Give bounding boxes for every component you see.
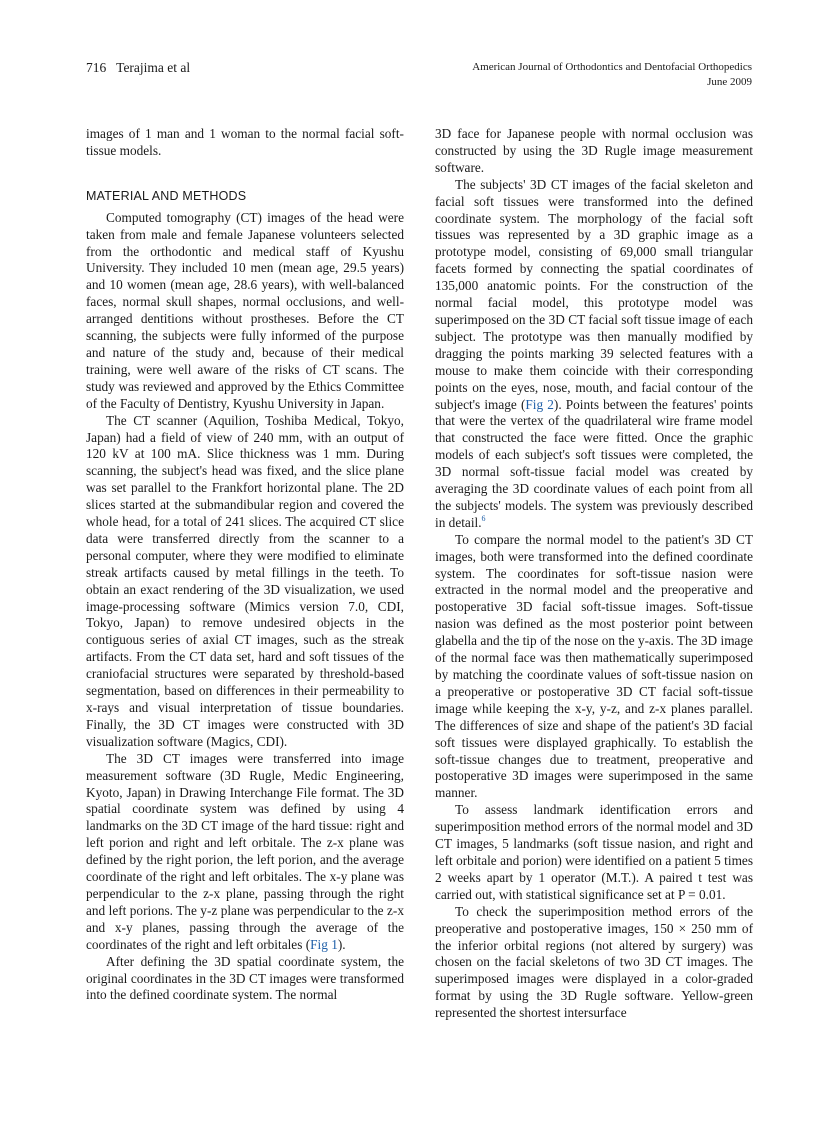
journal-title: American Journal of Orthodontics and Dentofacial Orthopedics [472, 61, 752, 73]
paragraph-text: The subjects' 3D CT images of the facial skeleton and facial soft tissues were transformed into the defined coordinate system. The morphology of the facial soft tissues was represented by a 3D graphic image as a prototype model, consisting of 69,000 small triangular facets formed by connecting the spatial coordinates of 135,000 anatomic points. For the construction of the normal facial model, this prototype model was superimposed on the 3D CT facial soft tissue image of each subject. The prototype was then manually modified by dragging the points marking 39 selected features with a mouse to make them coincide with their corresponding points on the eyes, nose, mouth, and facial contour of the subject's image ( [435, 176, 753, 412]
paragraph: To check the superimposition method errors of the preoperative and postoperative images, 150 × 250 mm of the inferior orbital regions (not altered by surgery) was chosen on the facial skeletons of two 3D CT images. The superimposed images were displayed in a color-graded format by using the 3D Rugle software. Yellow-green represented the shortest intersurface [435, 903, 753, 1021]
paragraph [86, 751, 404, 954]
figure-link-fig2[interactable]: Fig 2 [525, 396, 554, 412]
issue-date: June 2009 [707, 76, 752, 88]
header-right [472, 60, 752, 90]
paragraph: To compare the normal model to the patient's 3D CT images, both were transformed into the defined coordinate system. The coordinates for soft-tissue nasion were extracted in the normal model and the preoperative and postoperative 3D facial soft-tissue images. Soft-tissue nasion was defined as the most posterior point between glabella and the tip of the nose on the y-axis. The 3D image of the normal face was then mathematically superimposed by matching the coordinate values of soft-tissue nasion on a preoperative or postoperative 3D CT facial soft-tissue image while keeping the x-y, y-z, and z-x planes parallel. The differences of size and shape of the patient's 3D facial soft tissues were displayed graphically. To establish the soft-tissue changes due to treatment, preoperative and postoperative 3D images were superimposed in the same manner. [435, 531, 753, 801]
left-column [86, 126, 404, 1004]
paragraph [435, 177, 753, 532]
page-number: 716 [86, 60, 107, 75]
paragraph: Computed tomography (CT) images of the head were taken from male and female Japanese volunteers selected from the orthodontic and medical staff of Kyushu University. They included 10 men (mean age, 29.5 years) and 10 women (mean age, 28.6 years), with well-balanced faces, normal skull shapes, normal occlusions, and well-arranged dentitions without prostheses. Before the CT scanning, the subjects were fully informed of the purpose and nature of the study and, because of their medical training, were well aware of the risks of CT scans. The study was reviewed and approved by the Ethics Committee of the Faculty of Dentistry, Kyushu University in Japan. [86, 209, 404, 411]
section-heading: MATERIAL AND METHODS [86, 188, 247, 203]
paragraph: After defining the 3D spatial coordinate system, the original coordinates in the 3D CT images were transformed into the defined coordinate system. The normal [86, 953, 404, 1003]
right-column [435, 126, 753, 1022]
paragraph: 3D face for Japanese people with normal occlusion was constructed by using the 3D Rugle image measurement software. [435, 126, 753, 175]
header-left [86, 60, 190, 76]
paragraph: The CT scanner (Aquilion, Toshiba Medical, Tokyo, Japan) had a field of view of 240 mm, with an output of 120 kV at 100 mA. Slice thickness was 1 mm. During scanning, the subject's head was fixed, and the slice plane was set parallel to the Frankfort horizontal plane. The 2D slices started at the submandibular region and covered the whole head, for a total of 241 slices. The acquired CT slice data were transferred directly from the scanner to a personal computer, where they were modified to eliminate streak artifacts caused by metal fillings in the teeth. To obtain an exact rendering of the 3D visualization, we used image-processing software (Mimics version 7.0, CDI, Tokyo, Japan) to remove undesired objects in the contiguous series of axial CT images, such as the streak artifacts. From the CT data set, hard and soft tissues of the craniofacial structures were separated by threshold-based segmentation, based on differences in their permeability to x-rays and visual interpretation of tissue boundaries. Finally, the 3D CT images were constructed with 3D visualization software (Magics, CDI). [86, 412, 404, 749]
reference-link[interactable]: 6 [481, 513, 486, 523]
running-header [86, 60, 752, 94]
paragraph: To assess landmark identification errors and superimposition method errors of the normal model and 3D CT images, 5 landmarks (soft tissue nasion, and right and left orbitale and porion) were identified on a patient 5 times 2 weeks apart by 1 operator (M.T.). A paired t test was carried out, with statistical significance set at P = 0.01. [435, 802, 753, 902]
paragraph-text: ). [337, 936, 346, 952]
paragraph: images of 1 man and 1 woman to the normal facial soft-tissue models. [86, 126, 404, 158]
paragraph-text: The 3D CT images were transferred into image measurement software (3D Rugle, Medic Engineering, Kyoto, Japan) in Drawing Interchange File format. The 3D spatial coordinate system was defined by using 4 landmarks on the 3D CT image of the hard tissue: right and left porion and right and left orbitale. The z-x plane was defined by the right porion, the left porion, and the average coordinate of the right and left orbitales. The x-y plane was perpendicular to the z-x plane, passing through the right and left porions. The y-z plane was perpendicular to the z-x and x-y planes, passing through the average of the coordinates of the right and left orbitales ( [86, 750, 404, 952]
paragraph-text: ). Points between the features' points that were the vertex of the quadrilateral wire frame model that constructed the face were fitted. Once the graphic models of each subject's soft tissues were completed, the 3D normal soft-tissue facial model was created by averaging the 3D coordinate values of each point from all the subjects' models. The system was previously described in detail. [435, 396, 753, 530]
figure-link-fig1[interactable]: Fig 1 [310, 936, 338, 952]
running-authors: Terajima et al [116, 60, 191, 75]
